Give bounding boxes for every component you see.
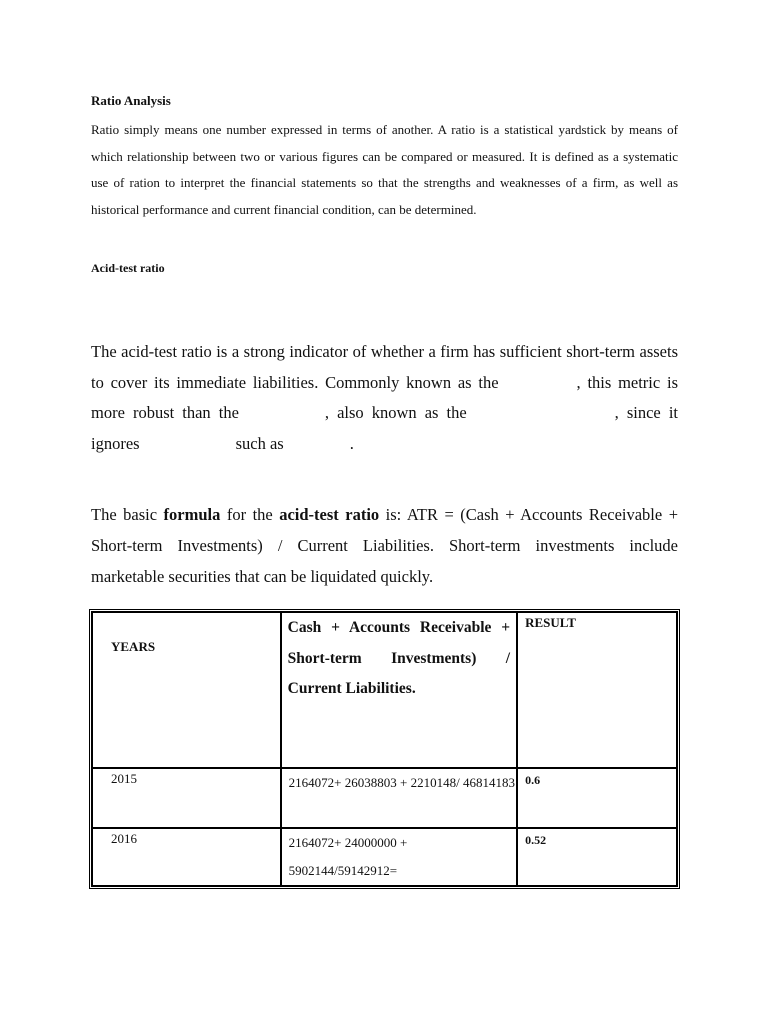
acid-test-text-4: , since it ignores [91,403,678,453]
formula-mid: for the [220,505,280,524]
acid-test-paragraph [91,337,678,459]
cell-formula: 2164072+ 24000000 + 5902144/59142912= [281,828,517,886]
cell-year: 2016 [92,828,281,886]
cell-year: 2015 [92,768,281,828]
header-years: YEARS [92,612,281,768]
cell-formula: 2164072+ 26038803 + 2210148/ 46814183 [281,768,517,828]
section-title: Ratio Analysis [91,93,171,108]
formula-rest: is: ATR = (Cash + Accounts Receivable + Short-term Investments) / Current Liabilities. Short-term investments include marketable securities that can be liquidated quickly. [91,505,678,586]
cell-result: 0.6 [517,768,677,828]
acid-test-table [89,609,680,889]
header-result: RESULT [517,612,677,768]
formula-paragraph [91,499,678,592]
formula-bold-1: formula [163,505,221,524]
acid-test-text-6: . [349,433,354,453]
acid-test-text-5: such as [235,433,284,453]
subsection-title: Acid-test ratio [91,261,165,275]
cell-result: 0.52 [517,828,677,886]
header-formula: Cash + Accounts Receivable + Short-term Investments) / Current Liabilities. [281,612,517,768]
acid-test-text-1: The acid-test ratio is a strong indicator of whether a firm has sufficient short-term assets to cover its immediate liabilities. Commonly known as the [91,342,678,392]
acid-test-text-2: , this metric is more robust than the [91,372,678,422]
formula-bold-2: acid-test ratio [279,505,380,524]
table-row [92,828,677,886]
table-header-row [92,612,677,768]
formula-lead: The basic [91,505,164,524]
intro-paragraph: Ratio simply means one number expressed in terms of another. A ratio is a statistical yardstick by means of which relationship between two or various figures can be compared or measured. It is defined as a systematic use of ration to interpret the financial statements so that the strengths and weaknesses of a firm, as well as historical performance and current financial condition, can be determined. [91,122,678,217]
acid-test-text-3: , also known as the [324,403,467,422]
table-row [92,768,677,828]
